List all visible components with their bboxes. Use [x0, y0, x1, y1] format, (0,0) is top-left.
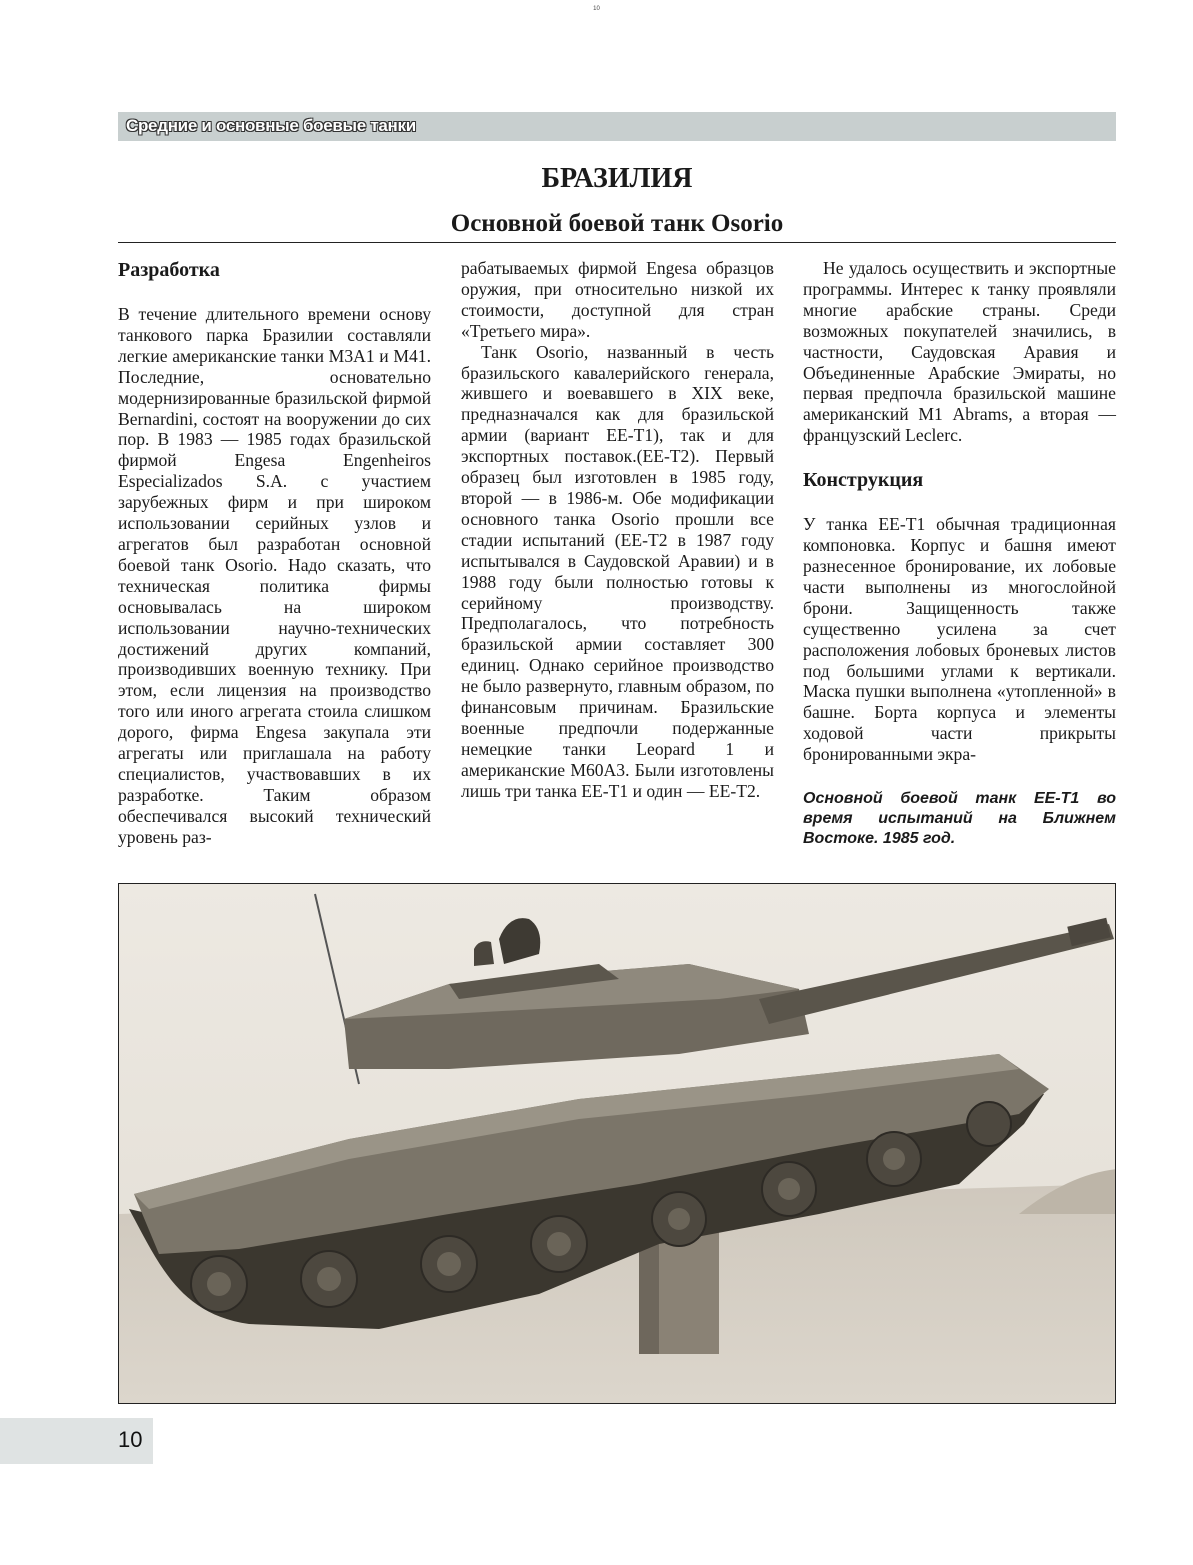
column-2 [461, 258, 774, 802]
paragraph-construction: У танка ЕЕ-Т1 обычная традиционная компоновка. Корпус и башня имеют разнесенное бронирование, их лобовые части выполнены из многослойной брони. Защищенность также существенно усилена за счет расположения лобовых броневых листов под большими углами к вертикали. Маска пушки выполнена «утопленной» в башне. Борта корпуса и элементы ходовой части прикрыты бронированными экра- [803, 514, 1116, 765]
page-number-box [0, 1418, 153, 1464]
heading-construction: Конструкция [803, 469, 924, 492]
column-1 [118, 258, 431, 848]
page-number: 10 [118, 1427, 143, 1452]
section-title: Средние и основные боевые танки [126, 116, 416, 135]
title-divider [118, 242, 1116, 243]
paragraph-development: В течение длительного времени основу танкового парка Бразилии составляли легкие американские танки М3А1 и М41. Последние, основательно модернизированные бразильской фирмой Bernardini, состоят на вооружении до сих пор. В 1983 — 1985 годах бразильской фирмой Engesa Engenheiros Especializados S.A. с участием зарубежных фирм и при широком использовании серийных узлов и агрегатов был разработан основной боевой танк Osorio. Надо сказать, что техническая политика фирмы основывалась на широком использовании научно-технических достижений других компаний, производивших военную технику. При этом, если лицензия на производство того или иного агрегата стоила слишком дорого, фирма Engesa закупала эти агрегаты или приглашала на работу специалистов, участвовавших в их разработке. Таким образом обеспечивался высокий технический уровень раз- [118, 304, 431, 847]
top-page-number: 10 [593, 6, 600, 12]
paragraph-continuation: рабатываемых фирмой Engesa образцов оружия, при относительно низкой их стоимости, доступной для стран «Третьего мира». [461, 258, 774, 341]
article-title: Основной боевой танк Osorio [450, 210, 784, 237]
paragraph-osorio-history: Танк Osorio, названный в честь бразильского кавалерийского генерала, жившего и воевавшего в XIX веке, предназначался как для бразильской армии (вариант ЕЕ-Т1), так и для экспортных поставок.(ЕЕ-Т2). Первый образец был изготовлен в 1985 году, второй — в 1986-м. Обе модификации основного танка Osorio прошли все стадии испытаний (ЕЕ-Т2 в 1987 году испытывался в Саудовской Аравии) и в 1988 году были полностью готовы к серийному производству. Предполагалось, что потребность бразильской армии составляет 300 единиц. Однако серийное производство не было развернуто, главным образом, по финансовым причинам. Бразильские военные предпочли подержанные немецкие танки Leopard 1 и американские М60А3. Были изготовлены лишь три танка ЕЕ-Т1 и один — ЕЕ-Т2. [461, 341, 774, 801]
paragraph-export: Не удалось осуществить и экспортные программы. Интерес к танку проявляли многие арабские страны. Среди возможных покупателей значились, в частности, Саудовская Аравия и Объединенные Арабские Эмираты, но первая предпочла бразильской машине американский М1 Abrams, а вторая — французский Leclerc. [803, 258, 1116, 446]
tank-photo [118, 883, 1116, 1404]
column-3 [803, 258, 1116, 849]
heading-development: Разработка [118, 259, 220, 281]
photo-caption: Основной боевой танк ЕЕ-Т1 во время испытаний на Ближнем Востоке. 1985 год. [803, 790, 1116, 848]
section-header-bar [118, 112, 1116, 141]
country-title: БРАЗИЛИЯ [541, 163, 693, 194]
